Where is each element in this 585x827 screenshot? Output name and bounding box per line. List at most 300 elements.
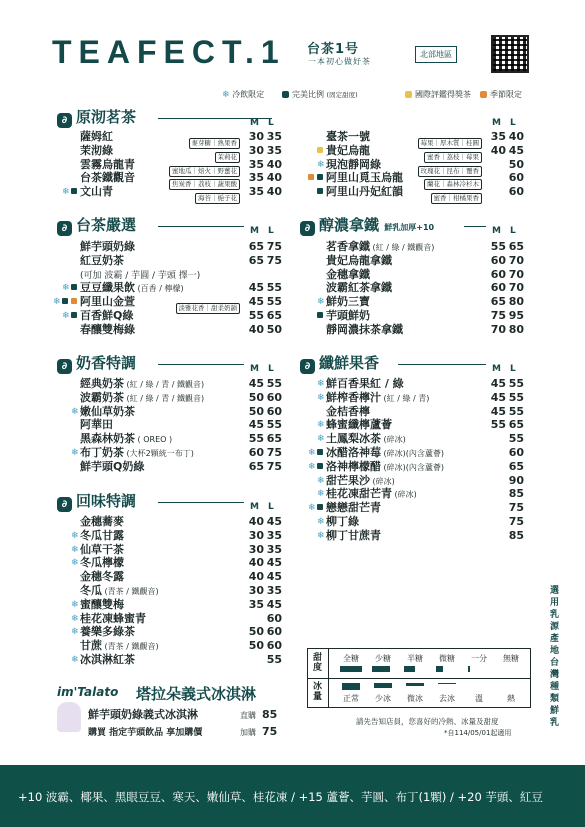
item-name: 芋頭鮮奶 — [326, 309, 370, 322]
ice-level: 溫 — [475, 694, 483, 703]
size-label-m: M — [492, 364, 501, 374]
icecream-icon — [57, 702, 81, 732]
ice-bar — [406, 683, 424, 686]
menu-item — [326, 501, 381, 515]
menu-item — [80, 639, 159, 654]
item-note: (碎冰) — [381, 435, 406, 445]
price-m: 35 — [248, 171, 264, 185]
legend-season: 季節限定 — [480, 89, 522, 100]
brand-logo-icon: ∂ — [57, 221, 72, 236]
item-name: 臺茶一號 — [326, 130, 370, 143]
snowflake-icon: ❄ — [71, 655, 79, 665]
item-name: 冰醋洛神莓 — [326, 446, 381, 459]
price-m: 50 — [248, 639, 264, 653]
item-note: (紅 / 綠 / 青 / 鐵觀音) — [124, 380, 205, 389]
menu-item — [80, 446, 194, 461]
icecream-line1: 鮮芋頭奶綠義式冰淇淋 — [88, 708, 198, 721]
price-m: 45 — [490, 404, 506, 418]
size-label-m: M — [250, 502, 259, 512]
flavor-tag: 蜜香｜荔枝｜莓果 — [424, 152, 482, 163]
ice-level: 正常 — [343, 694, 359, 703]
legend-award: 國際評鑑得獎茶 — [405, 89, 471, 100]
price-l: 40 — [266, 171, 282, 185]
brand-logo-icon: ∂ — [300, 359, 315, 374]
leaf-icon — [62, 297, 68, 307]
item-name: 桂花凍甜芒青 — [326, 487, 392, 501]
menu-item — [80, 254, 124, 268]
menu-item — [326, 377, 404, 391]
menu-item — [80, 377, 204, 392]
price-l: 55 — [266, 418, 282, 432]
price-l: 85 — [508, 487, 524, 501]
season-icon — [308, 173, 314, 183]
item-note: ( OREO ) — [135, 435, 173, 445]
item-note: (紅 / 綠 / 青) — [381, 393, 430, 403]
menu-item — [326, 144, 370, 158]
menu-item — [80, 584, 159, 599]
ice-level: 微冰 — [407, 694, 423, 703]
price-m: 30 — [248, 528, 264, 542]
price-m: 50 — [248, 625, 264, 639]
menu-item — [80, 570, 124, 584]
price-l: 55 — [508, 404, 524, 418]
menu-item — [326, 281, 392, 295]
size-label-m: M — [492, 226, 501, 236]
icecream-line1-price: 85 — [262, 708, 278, 721]
snowflake-icon: ❄ — [62, 311, 70, 321]
ice-level: 熱 — [507, 694, 515, 703]
menu-item — [80, 460, 144, 474]
menu-item — [326, 268, 370, 282]
menu-item — [326, 185, 403, 199]
size-label-l: L — [510, 118, 516, 128]
flavor-tag: 茉莉花 — [215, 152, 241, 163]
item-name: 金穗蕎麥 — [80, 515, 124, 528]
price-l: 55 — [508, 377, 524, 390]
item-name: 冬瓜檸檬 — [80, 556, 124, 570]
price-m: 40 — [490, 143, 506, 157]
divider — [158, 502, 244, 503]
item-name: 薩姆紅 — [80, 130, 113, 143]
ice-bar — [374, 683, 392, 688]
brand-logo-icon: ∂ — [57, 359, 72, 374]
icecream-line2: 購買 指定芋頭飲品 享加購價 — [88, 728, 203, 738]
price-l: 55 — [266, 377, 282, 390]
icecream-line1-label: 直購 — [240, 711, 256, 720]
item-tags — [174, 296, 241, 315]
menu-item — [80, 405, 135, 419]
item-name: (可加 波霸 / 芋圓 / 芋頭 擇一) — [80, 270, 201, 281]
item-name: 蜜釀雙梅 — [80, 597, 124, 611]
price-m: 50 — [248, 390, 264, 404]
price-l: 40 — [266, 185, 282, 199]
price-l: 80 — [508, 322, 524, 336]
item-note: (碎冰)(內含蘆薈) — [381, 462, 445, 472]
item-name: 鮮芋頭Q奶綠 — [80, 459, 145, 473]
price-m: 65 — [248, 240, 264, 253]
sugar-bar — [436, 666, 443, 672]
snowflake-icon: ❄ — [62, 187, 70, 198]
divider — [158, 364, 244, 365]
item-note: (青茶 / 鐵觀音) — [102, 587, 159, 596]
item-note: (青茶 / 鐵觀音) — [102, 642, 159, 652]
section-latte-title: ∂ 醇濃拿鐵 鮮乳加厚+10 — [300, 214, 434, 236]
price-m: 40 — [248, 556, 264, 570]
size-label-l: L — [268, 226, 274, 236]
price-l: 55 — [266, 281, 282, 295]
price-l: 75 — [266, 240, 282, 253]
divider — [158, 226, 244, 227]
item-name: 柳丁綠 — [326, 515, 359, 528]
item-name: 冰淇淋紅茶 — [80, 653, 135, 666]
menu-item — [80, 171, 135, 185]
price-l: 75 — [508, 501, 524, 515]
price-l: 60 — [266, 390, 282, 404]
snowflake-icon: ❄ — [71, 613, 79, 624]
legend-cold: ❄ 冷飲限定 — [222, 90, 265, 100]
price-m: 45 — [490, 377, 506, 390]
price-l: 75 — [266, 253, 282, 267]
sugar-level: 半糖 — [407, 654, 423, 663]
price-l: 70 — [508, 267, 524, 281]
item-name: 甜芒果沙 — [326, 473, 370, 487]
price-m: 65 — [490, 295, 506, 309]
menu-item — [326, 418, 392, 432]
flavor-tag: 焦炭香｜荔枝｜蔬果酸 — [169, 179, 240, 190]
price-m: 40 — [248, 515, 264, 528]
item-name: 冬瓜甘露 — [80, 528, 124, 542]
item-name: 戀戀甜芒青 — [326, 501, 381, 515]
snowflake-icon: ❄ — [317, 530, 325, 541]
item-name: 冬瓜 — [80, 584, 102, 597]
snowflake-icon: ❄ — [222, 90, 230, 100]
menu-item — [80, 158, 135, 172]
sugar-level: 一分 — [471, 654, 487, 663]
item-name: 鮮百香果紅 / 綠 — [326, 377, 404, 390]
menu-item — [326, 405, 370, 419]
price-m: 45 — [248, 377, 264, 390]
brand-logo-icon: ∂ — [57, 497, 72, 512]
snowflake-icon: ❄ — [317, 420, 325, 431]
item-name: 春釀雙梅綠 — [80, 322, 135, 336]
menu-item — [80, 418, 113, 432]
price-m: 40 — [248, 570, 264, 584]
price-m: 30 — [248, 584, 264, 597]
size-label-m: M — [250, 364, 259, 374]
item-name: 甘蔗 — [80, 639, 102, 653]
leaf-icon — [317, 187, 323, 197]
price-l: 60 — [266, 611, 282, 625]
leaf-icon — [71, 187, 77, 197]
snowflake-icon: ❄ — [308, 503, 316, 514]
price-m: 30 — [248, 130, 264, 143]
price-m: 55 — [490, 418, 506, 432]
snowflake-icon: ❄ — [71, 406, 79, 417]
leaf-icon — [71, 311, 77, 321]
price-m: 45 — [248, 418, 264, 432]
item-name: 金穗冬露 — [80, 570, 124, 584]
snowflake-icon: ❄ — [317, 392, 325, 403]
ice-label: 冰量 — [313, 682, 323, 702]
item-name: 洛神檸檬醋 — [326, 459, 381, 473]
item-tags — [193, 186, 240, 205]
size-label-l: L — [510, 364, 516, 374]
price-l: 65 — [266, 309, 282, 322]
menu-item — [80, 432, 172, 447]
item-name: 金穗拿鐵 — [326, 267, 370, 281]
icecream-logo: im'Talato — [57, 685, 119, 699]
menu-item — [80, 295, 135, 309]
flavor-tag: 蜜香｜柑橘果香 — [431, 193, 483, 204]
item-name: 蜂蜜纖檸蘆薈 — [326, 418, 392, 432]
ice-bar — [342, 683, 360, 690]
menu-item — [80, 598, 124, 612]
price-m: 45 — [248, 281, 264, 295]
price-m: 35 — [248, 185, 264, 199]
menu-item — [326, 460, 444, 475]
menu-item — [80, 625, 135, 639]
price-l: 50 — [508, 157, 524, 171]
price-l: 60 — [508, 185, 524, 199]
menu-item — [326, 323, 403, 337]
menu-item — [80, 515, 124, 529]
price-m: 65 — [248, 459, 264, 473]
item-name: 文山青 — [80, 185, 113, 199]
item-name: 紅豆奶茶 — [80, 253, 124, 267]
leaf-icon — [317, 173, 323, 183]
menu-item — [80, 391, 204, 406]
brand-subtitle: 台茶1号 — [307, 42, 360, 57]
item-name: 現泡靜岡綠 — [326, 157, 381, 171]
flavor-tag: 海苔｜梔子花 — [195, 193, 240, 204]
price-l: 35 — [266, 528, 282, 542]
item-note: (碎冰)(內含蘆薈) — [381, 449, 445, 458]
snowflake-icon: ❄ — [53, 297, 61, 308]
menu-item — [326, 309, 370, 323]
price-l: 65 — [508, 240, 524, 253]
menu-item — [326, 515, 359, 529]
snowflake-icon: ❄ — [317, 297, 325, 308]
price-l: 65 — [508, 418, 524, 432]
ice-level: 去冰 — [439, 694, 455, 703]
icecream-title: 塔拉朵義式冰淇淋 — [136, 685, 257, 703]
leaf-icon — [317, 462, 323, 472]
legend-perfect: 完美比例 (固定甜度) — [282, 89, 358, 100]
item-name: 雲霧烏龍青 — [80, 157, 135, 171]
sugar-bar — [340, 666, 362, 672]
item-note: (紅 / 綠 / 鐵觀音) — [370, 243, 435, 252]
price-l: 35 — [266, 143, 282, 157]
snowflake-icon: ❄ — [308, 448, 316, 458]
award-icon — [317, 146, 323, 156]
item-name: 茉沏綠 — [80, 143, 113, 157]
item-note: (碎冰) — [392, 490, 417, 500]
price-l: 75 — [266, 459, 282, 473]
snowflake-icon: ❄ — [317, 475, 325, 486]
item-name: 鮮榨香檸汁 — [326, 390, 381, 404]
section-milk-title: ∂ 奶香特調 — [57, 352, 136, 374]
price-m: 60 — [490, 267, 506, 281]
snowflake-icon: ❄ — [71, 599, 79, 610]
ice-level: 少冰 — [375, 694, 391, 703]
sugar-level: 微糖 — [439, 654, 455, 663]
sugar-bar — [372, 666, 390, 672]
price-m: 50 — [248, 404, 264, 418]
brand-logo-icon: ∂ — [57, 113, 72, 128]
item-name: 阿里山丹妃紅韻 — [326, 185, 403, 199]
price-l: 65 — [266, 432, 282, 446]
size-label-m: M — [250, 226, 259, 236]
menu-item — [326, 446, 444, 461]
leaf-icon — [317, 448, 323, 458]
brand-slogan: 一本初心做好茶 — [308, 57, 371, 66]
item-name: 黑森林奶茶 — [80, 432, 135, 446]
price-l: 45 — [266, 597, 282, 611]
item-name: 嫩仙草奶茶 — [80, 404, 135, 418]
item-name: 經典奶茶 — [80, 377, 124, 390]
snowflake-icon: ❄ — [71, 558, 79, 569]
notice-line2: *自114/05/01起適用 — [444, 729, 512, 737]
price-l: 45 — [266, 570, 282, 584]
snowflake-icon: ❄ — [71, 530, 79, 541]
price-l: 60 — [508, 446, 524, 459]
price-l: 80 — [508, 295, 524, 309]
menu-item — [326, 171, 403, 185]
brand-name: TEAFECT.1 — [52, 34, 286, 70]
menu-item — [326, 432, 406, 447]
price-l: 35 — [266, 584, 282, 597]
menu-item — [80, 323, 135, 337]
item-name: 仙草干茶 — [80, 542, 124, 556]
divider — [398, 364, 486, 365]
price-l: 85 — [508, 528, 524, 542]
sugar-level: 無糖 — [503, 654, 519, 663]
notice-line1: 請先告知店員，您喜好的冷熱、冰量及甜度 — [356, 717, 499, 726]
snowflake-icon: ❄ — [317, 379, 325, 389]
menu-item — [80, 556, 124, 570]
price-m: 60 — [490, 281, 506, 295]
price-l: 45 — [508, 143, 524, 157]
sugar-bar — [404, 666, 415, 672]
price-m: 45 — [248, 295, 264, 309]
item-note: (紅 / 綠 / 青 / 鐵觀音) — [124, 393, 205, 403]
leaf-icon — [317, 503, 323, 513]
icecream-line2-label: 加購 — [240, 728, 256, 737]
item-name: 鮮奶三寶 — [326, 295, 370, 309]
snowflake-icon: ❄ — [317, 489, 325, 500]
section-strict-title: ∂ 台茶嚴選 — [57, 214, 136, 236]
flavor-tag: 玫瑰花｜昆布｜覆香 — [418, 166, 483, 177]
price-l: 70 — [508, 281, 524, 295]
item-note: (碎冰) — [370, 476, 395, 486]
price-l: 55 — [508, 432, 524, 446]
item-name: 波霸奶茶 — [80, 390, 124, 404]
sugar-label: 甜度 — [313, 653, 323, 673]
section-fruit-title: ∂ 纖鮮果香 — [300, 352, 379, 374]
menu-item — [326, 295, 370, 309]
item-name: 貴妃烏龍拿鐵 — [326, 253, 392, 267]
qr-code-icon[interactable] — [491, 35, 529, 73]
size-label-l: L — [510, 226, 516, 236]
toppings-text: +10 波霸、椰果、黑眼豆豆、寒天、嫩仙草、桂花凍 / +15 蘆薈、芋圓、布丁(1顆) / +20 芋頭、紅豆 — [18, 790, 543, 804]
menu-item — [326, 158, 381, 172]
leaf-icon — [282, 91, 289, 98]
price-l: 40 — [508, 130, 524, 143]
price-l: 95 — [508, 309, 524, 322]
price-m: 60 — [490, 253, 506, 267]
price-l: 35 — [266, 542, 282, 556]
item-tags — [429, 186, 483, 205]
price-m: 40 — [248, 322, 264, 336]
item-name: 貴妃烏龍 — [326, 143, 370, 157]
price-l: 75 — [508, 515, 524, 528]
snowflake-icon: ❄ — [317, 517, 325, 527]
price-m: 65 — [248, 253, 264, 267]
item-note: (百香 / 檸檬) — [135, 284, 184, 294]
flavor-tag: 淡雅花香｜甜柔奶韻 — [176, 303, 241, 314]
item-name: 金桔香檸 — [326, 404, 370, 418]
menu-item — [326, 529, 381, 543]
divider — [464, 226, 486, 227]
price-m: 35 — [248, 157, 264, 171]
item-name: 茗香拿鐵 — [326, 240, 370, 253]
menu-item — [326, 391, 429, 406]
menu-item — [80, 653, 135, 667]
flavor-tag: 蘭花｜森林冷杉木 — [424, 179, 482, 190]
menu-item — [80, 612, 146, 626]
price-m: 35 — [248, 597, 264, 611]
snowflake-icon: ❄ — [317, 434, 325, 445]
menu-item — [80, 309, 133, 323]
item-name: 靜岡濃抹茶拿鐵 — [326, 322, 403, 336]
menu-item — [326, 254, 392, 268]
leaf-icon — [317, 311, 323, 321]
section-back-title: ∂ 回味特調 — [57, 490, 136, 512]
section-original-title: ∂ 原沏茗茶 — [57, 106, 136, 128]
item-name: 桂花凍蜂蜜青 — [80, 611, 146, 625]
menu-item — [326, 240, 434, 255]
price-l: 45 — [266, 556, 282, 570]
size-label-l: L — [268, 364, 274, 374]
size-label-m: M — [250, 118, 259, 128]
price-m: 55 — [248, 309, 264, 322]
snowflake-icon: ❄ — [71, 448, 79, 458]
snowflake-icon: ❄ — [317, 159, 325, 170]
menu-item — [326, 130, 370, 144]
sugar-level: 少糖 — [375, 654, 391, 663]
ice-bar — [438, 683, 456, 684]
season-icon — [480, 91, 487, 98]
brand-logo-icon: ∂ — [300, 221, 315, 236]
menu-item — [80, 144, 113, 158]
item-name: 阿華田 — [80, 418, 113, 432]
milk-source-vertical: 選用乳源 產地 台灣 種類 鮮乳 — [550, 586, 560, 728]
item-name: 柳丁甘蔗青 — [326, 528, 381, 542]
size-label-l: L — [268, 118, 274, 128]
size-label-l: L — [268, 502, 274, 512]
snowflake-icon: ❄ — [71, 544, 79, 555]
price-l: 50 — [266, 322, 282, 336]
icecream-line2-price: 75 — [262, 725, 278, 738]
toppings-footer — [0, 765, 585, 827]
price-m: 70 — [490, 322, 506, 336]
leaf-icon — [71, 283, 77, 293]
flavor-tag: 蜜地瓜｜焙火｜野薑花 — [169, 166, 240, 177]
item-name: 阿里山覓玉烏龍 — [326, 171, 403, 185]
season-icon — [71, 297, 77, 307]
price-m: 55 — [248, 432, 264, 446]
menu-item — [80, 529, 124, 543]
